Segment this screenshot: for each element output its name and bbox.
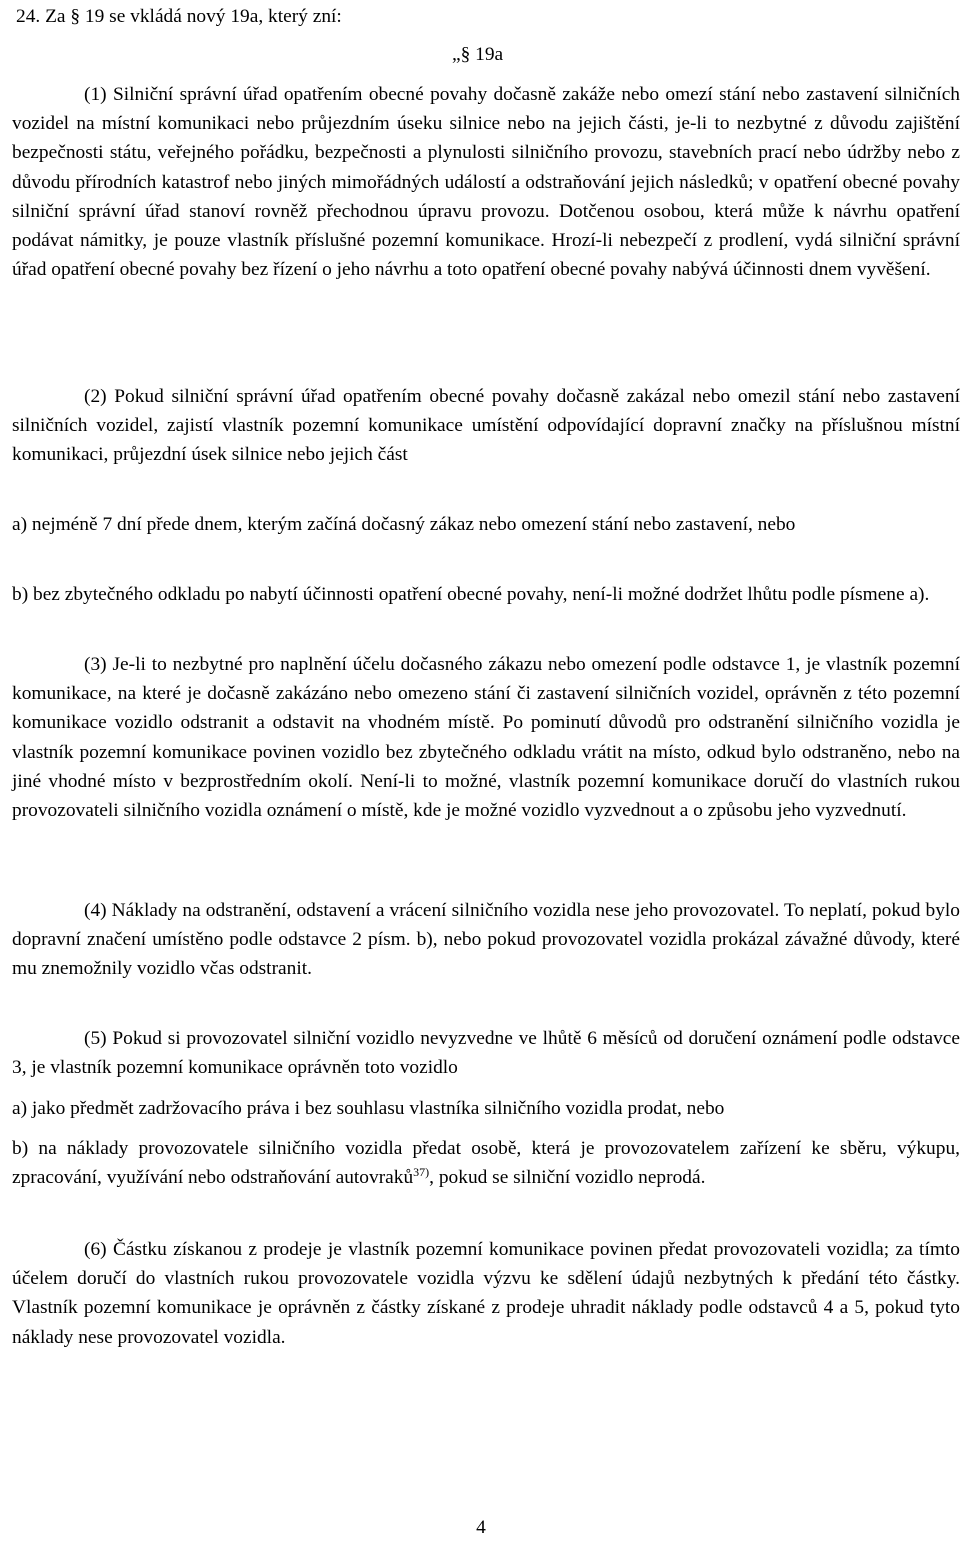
item-b-text: b) na náklady provozovatele silničního vozidla předat osobě, která je provozovatelem zařízení ke sběru, výkupu, zpracování, využívání nebo odstraňování autovraků	[12, 1138, 960, 1189]
item-b-text-end: , pokud se silniční vozidlo neprodá.	[429, 1167, 706, 1189]
paragraph-4: (4) Náklady na odstranění, odstavení a vrácení silničního vozidla nese jeho provozovatel. To neplatí, pokud bylo dopravní značení umístěno podle odstavce 2 písm. b), nebo pokud provozovatel vozidla prokázal závažné důvody, které mu znemožnily vozidlo včas odstranit.	[12, 900, 960, 980]
paragraph-2: (2) Pokud silniční správní úřad opatřením obecné povahy dočasně zakázal nebo omezil stání nebo zastavení silničních vozidel, zajistí vlastník pozemní komunikace umístění odpovídající dopravní značky na příslušnou místní komunikaci, průjezdní úsek silnice nebo jejich část	[12, 386, 960, 466]
paragraph-1: (1) Silniční správní úřad opatřením obecné povahy dočasně zakáže nebo omezí stání nebo zastavení silničních vozidel na místní komunikaci nebo průjezdním úseku silnice nebo na jejich části, je-li to nezbytné z důvodu zajištění bezpečnosti státu, veřejného pořádku, bezpečnosti a plynulosti silničního provozu, stavebních prací nebo údržby nebo z důvodu přírodních katastrof nebo jiných mimořádných událostí a odstraňování jejich následků; v opatření obecné povahy silniční správní úřad stanoví rovněž přechodnou úpravu provozu. Dotčenou osobou, která může k návrhu opatření podávat námitky, je pouze vlastník příslušné pozemní komunikace. Hrozí-li nebezpečí z prodlení, vydá silniční správní úřad opatření obecné povahy bez řízení o jeho návrhu a toto opatření obecné povahy nabývá účinnosti dnem vyvěšení.	[12, 84, 960, 281]
paragraph-5-item-b	[12, 1134, 960, 1192]
paragraph-2-item-b: b) bez zbytečného odkladu po nabytí účinnosti opatření obecné povahy, není-li možné dodržet lhůtu podle písmene a).	[12, 584, 930, 605]
paragraph-2-item-a: a) nejméně 7 dní přede dnem, kterým začíná dočasný zákaz nebo omezení stání nebo zastavení, nebo	[12, 514, 796, 535]
page-number: 4	[476, 1517, 486, 1538]
paragraph-5: (5) Pokud si provozovatel silniční vozidlo nevyzvedne ve lhůtě 6 měsíců od doručení oznámení podle odstavce 3, je vlastník pozemní komunikace oprávněn toto vozidlo	[12, 1028, 960, 1079]
paragraph-6: (6) Částku získanou z prodeje je vlastník pozemní komunikace povinen předat provozovateli vozidla; za tímto účelem doručí do vlastních rukou provozovatele vozidla výzvu ke sdělení údajů nezbytných k předání této částky. Vlastník pozemní komunikace je oprávněn z částky získané z prodeje uhradit náklady podle odstavců 4 a 5, pokud tyto náklady nese provozovatel vozidla.	[12, 1239, 960, 1348]
footnote-reference: 37)	[413, 1165, 430, 1180]
section-number: „§ 19a	[452, 44, 504, 65]
amendment-heading: 24. Za § 19 se vkládá nový 19a, který zní:	[16, 6, 342, 27]
paragraph-3: (3) Je-li to nezbytné pro naplnění účelu dočasného zákazu nebo omezení podle odstavce 1, je vlastník pozemní komunikace, na které je dočasně zakázáno nebo omezeno stání či zastavení silničních vozidel, oprávněn z této pozemní komunikace vozidlo odstranit a odstavit na vhodném místě. Po pominutí důvodů pro odstranění silničního vozidla je vlastník pozemní komunikace povinen vozidlo bez zbytečného odkladu vrátit na místo, odkud bylo odstraněno, nebo na jiné vhodné místo v bezprostředním okolí. Není-li to možné, vlastník pozemní komunikace doručí do vlastních rukou provozovateli silničního vozidla oznámení o místě, kde je možné vozidlo vyzvednout a o způsobu jeho vyzvednutí.	[12, 654, 960, 822]
paragraph-5-item-a: a) jako předmět zadržovacího práva i bez souhlasu vlastníka silničního vozidla prodat, nebo	[12, 1098, 725, 1119]
